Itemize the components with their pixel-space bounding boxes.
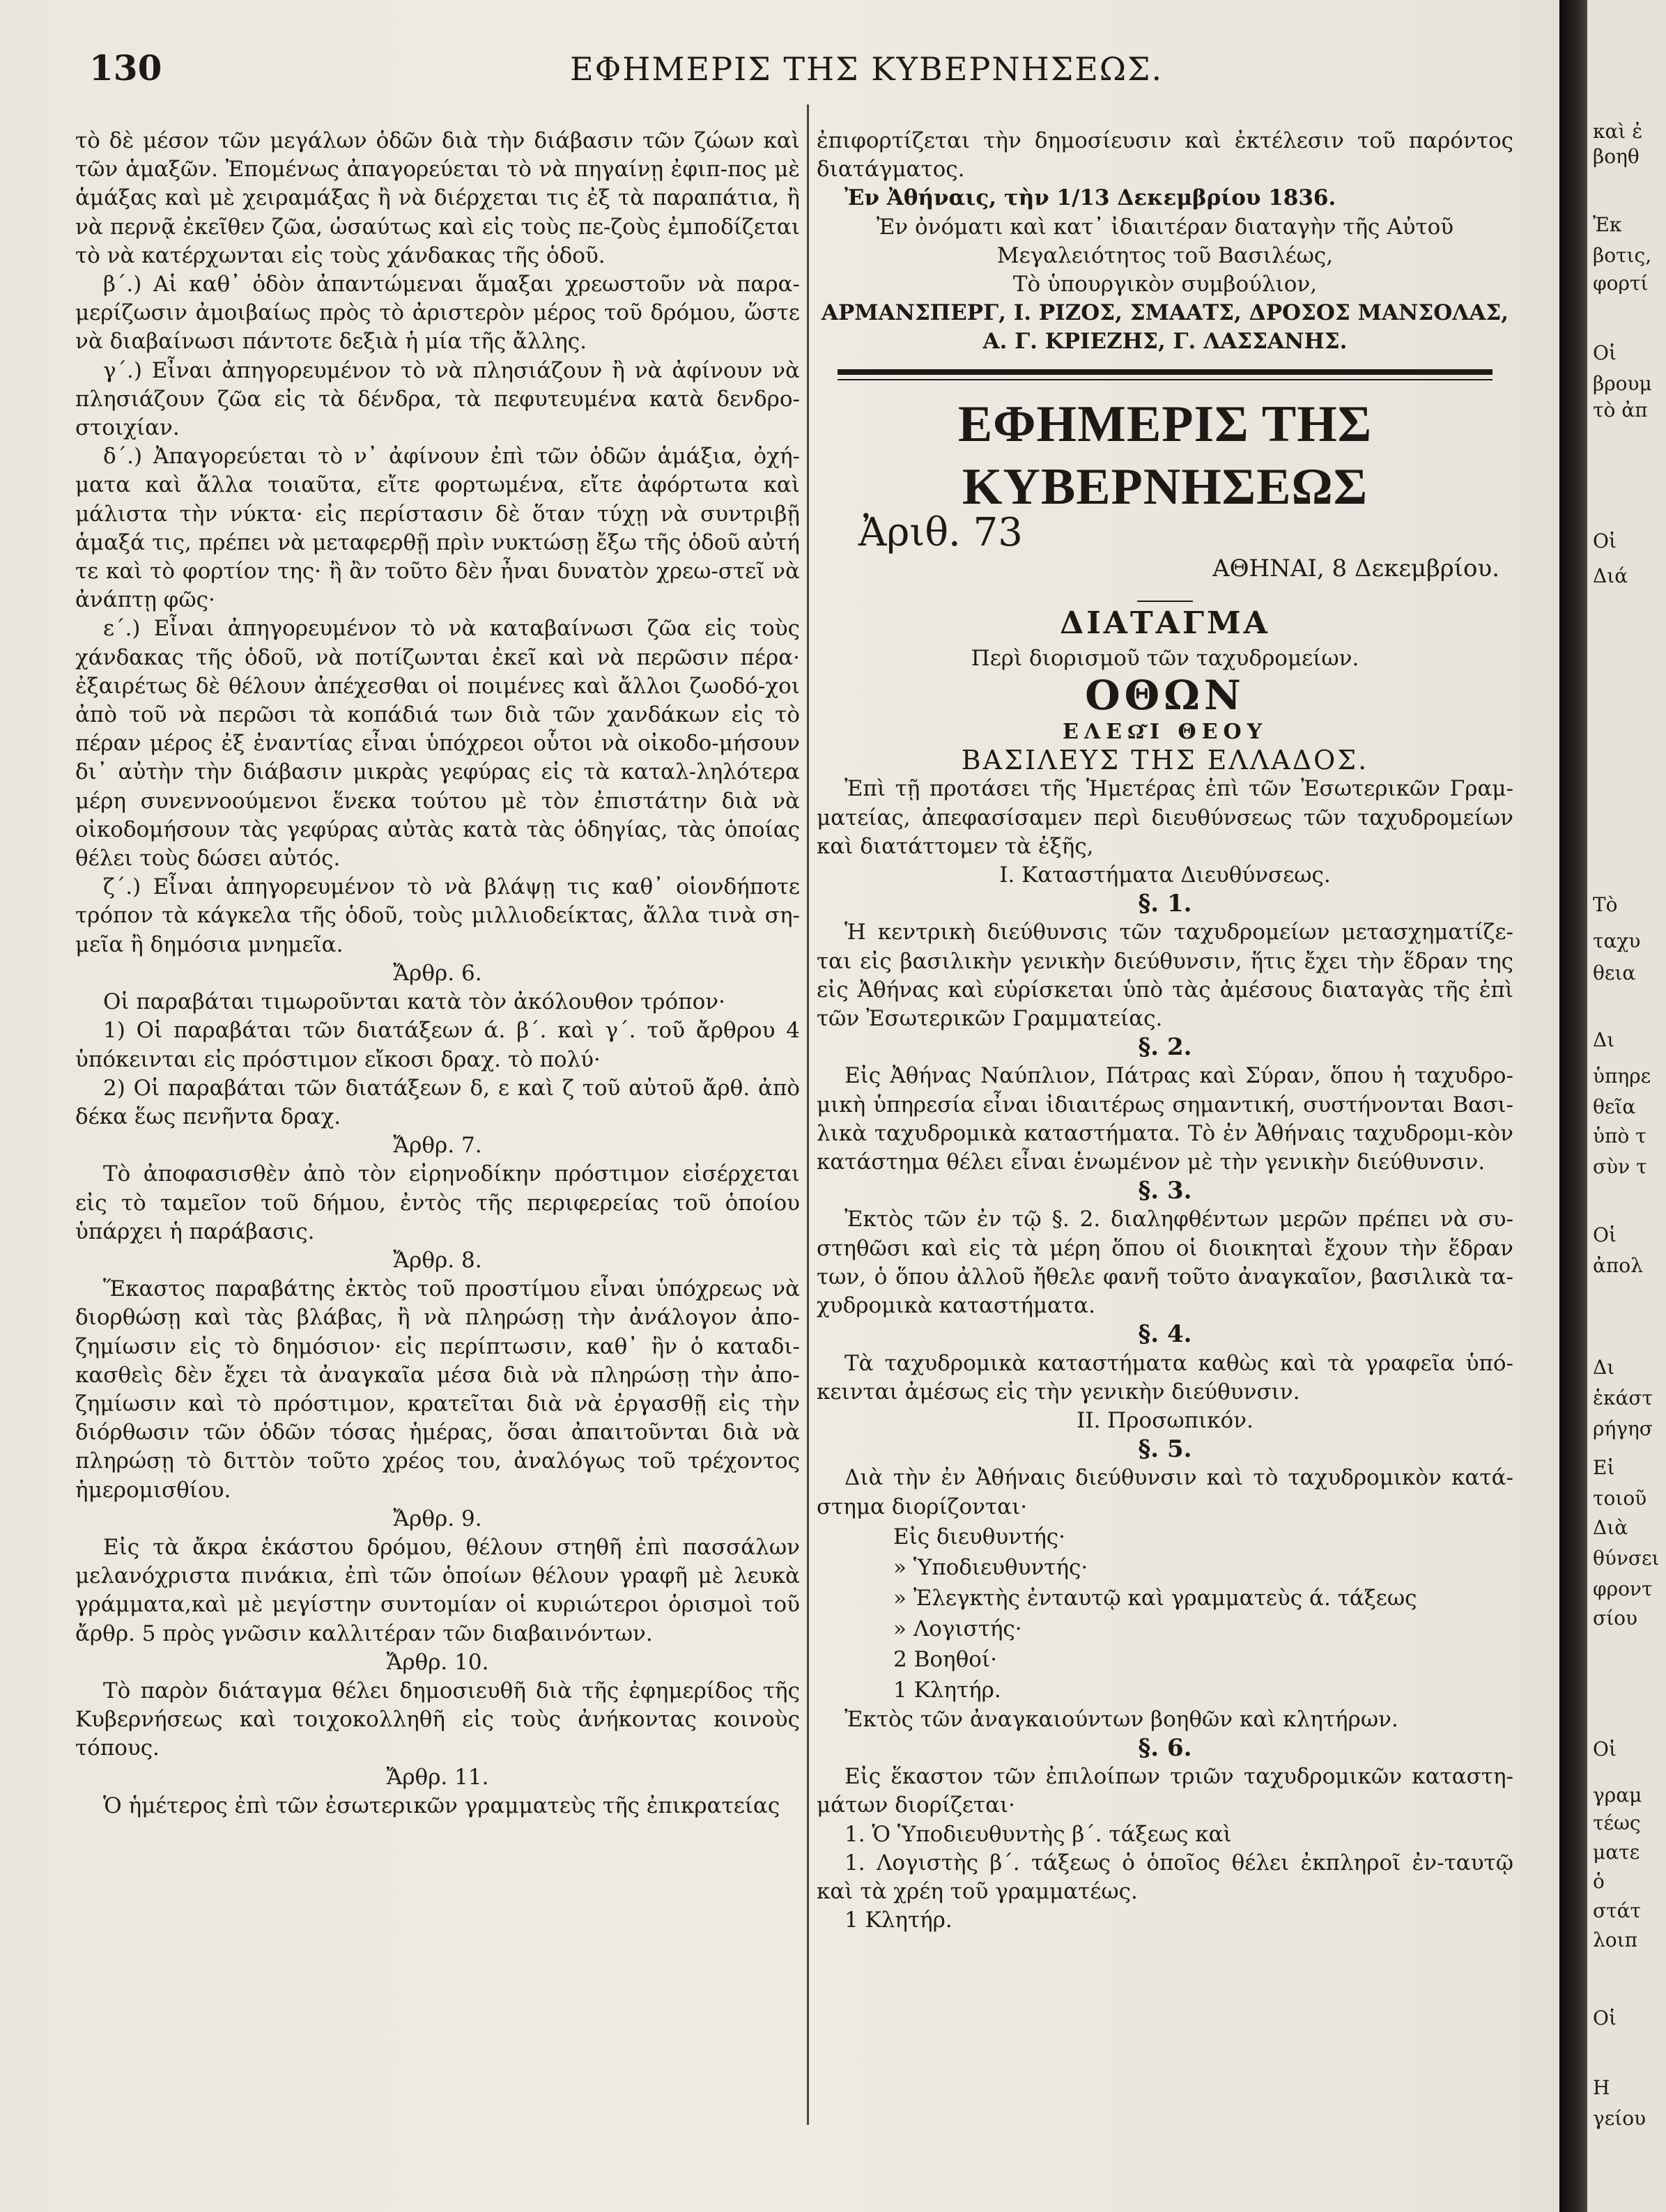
- text-fragment: θεῖα: [1593, 1095, 1636, 1118]
- date-line: Ἐν Ἀθήναις, τὴν 1/13 Δεκεμβρίου 1836.: [844, 185, 1336, 211]
- paragraph: Ἐκτὸς τῶν ἀναγκαιούντων βοηθῶν καὶ κλητήρων.: [844, 1706, 1398, 1732]
- paragraph: Τὰ ταχυδρομικὰ καταστήματα καθὼς καὶ τὰ γραφεῖα ὑπό-κεινται ἀμέσως εἰς τὴν γενικὴν διεύθυνσιν.: [817, 1350, 1513, 1405]
- section-heading: Ι. Καταστήματα Διευθύνσεως.: [999, 863, 1331, 888]
- paragraph: Διὰ τὴν ἐν Ἀθήναις διεύθυνσιν καὶ τὸ ταχυδρομικὸν κατά-στημα διορίζονται·: [817, 1465, 1513, 1519]
- paragraph-mark: §. 6.: [1138, 1733, 1192, 1762]
- text-fragment: καὶ ἐ: [1593, 120, 1643, 143]
- paragraph: Ὁ ἡμέτερος ἐπὶ τῶν ἐσωτερικῶν γραμματεὺς τῆς ἐπικρατείας: [103, 1793, 780, 1818]
- signatories: ΑΡΜΑΝΣΠΕΡΓ, Ι. ΡΙΖΟΣ, ΣΜΑΑΤΣ, ΔΡΟΣΟΣ ΜΑΝΣΟΛΑΣ,: [821, 300, 1509, 326]
- paragraph: β΄.) Αἱ καθ᾿ ὁδὸν ἀπαντώμεναι ἅμαξαι χρεωστοῦν νὰ παρα-μερίζωσιν ἀμοιβαίως πρὸς τὸ ἀριστερὸν μέρος τοῦ δρόμου, ὥστε νὰ διαβαίνωσι πάντοτε δεξιὰ ἡ μία τῆς ἄλλης.: [75, 272, 800, 355]
- article-heading: Ἄρθρ. 8.: [393, 1247, 482, 1273]
- masthead-rule: [838, 379, 1493, 380]
- book-gutter: [1559, 0, 1587, 2212]
- paragraph: Εἰς τὰ ἄκρα ἑκάστου δρόμου, θέλουν στηθῆ ἐπὶ πασσάλων μελανόχριστα πινάκια, ἐπὶ τῶν ὁποίων θέλουν γραφῆ μὲ λευκὰ γράμματα,καὶ μὲ μεγίστην συντομίαν οἱ κυριώτεροι ὁρισμοὶ τοῦ ἄρθρ. 5 πρὸς γνῶσιν καλλιτέραν τῶν διαβαινόντων.: [75, 1534, 800, 1646]
- paragraph: ζ΄.) Εἶναι ἀπηγορευμένον τὸ νὰ βλάψῃ τις καθ᾿ οἱονδήποτε τρόπον τὰ κάγκελα τῆς ὁδοῦ, τοὺς μιλλιοδείκτας, ἄλλα τινὰ ση-μεῖα ἢ δημόσια μνημεῖα.: [75, 874, 800, 957]
- article-heading: Ἄρθρ. 7.: [393, 1133, 482, 1159]
- text-fragment: βοηθ: [1593, 145, 1640, 168]
- paragraph: Ἐπὶ τῇ προτάσει τῆς Ἡμετέρας ἐπὶ τῶν Ἐσωτερικῶν Γραμ-ματείας, ἀπεφασίσαμεν περὶ διευθύνσεως τῶν ταχυδρομείων καὶ διατάττομεν τὰ ἑξῆς,: [817, 776, 1513, 859]
- text-fragment: σὺν τ: [1593, 1155, 1647, 1178]
- text-fragment: ρήγησ: [1593, 1417, 1653, 1440]
- masthead-rule: [838, 369, 1493, 375]
- text-fragment: τέως: [1593, 1811, 1641, 1834]
- staff-list: [893, 1522, 1513, 1706]
- text-fragment: Οἱ: [1593, 1738, 1617, 1761]
- paragraph: Οἱ παραβάται τιμωροῦνται κατὰ τὸν ἀκόλουθον τρόπον·: [103, 989, 725, 1015]
- text-fragment: Διὰ: [1593, 1516, 1628, 1539]
- text-fragment: Διά: [1593, 564, 1628, 587]
- column-divider: [807, 105, 809, 2125]
- article-heading: Ἄρθρ. 11.: [386, 1764, 489, 1790]
- page-number: 130: [89, 47, 162, 88]
- masthead: ΕΦΗΜΕΡΙΣ ΤΗΣ ΚΥΒΕΡΝΗΣΕΩΣ: [957, 395, 1373, 516]
- short-rule: [1137, 601, 1193, 602]
- paragraph: 1) Οἱ παραβάται τῶν διατάξεων ά. β΄. καὶ γ΄. τοῦ ἄρθρου 4 ὑπόκεινται εἰς πρόστιμον εἴκοσι δραχ. τὸ πολύ·: [75, 1018, 800, 1072]
- grace-of-god: ΕΛΕΩ͂Ι ΘΕΟΥ: [1062, 720, 1268, 745]
- text-fragment: λοιπ: [1593, 1928, 1637, 1951]
- list-item: » Ἐλεγκτὴς ἐνταυτῷ καὶ γραμματεὺς ά. τάξεως: [893, 1585, 1417, 1611]
- paragraph: Εἰς ἕκαστον τῶν ἐπιλοίπων τριῶν ταχυδρομικῶν καταστη-μάτων διορίζεται·: [817, 1764, 1513, 1818]
- running-head: [89, 47, 1559, 96]
- text-fragment: Οἱ: [1593, 2006, 1617, 2029]
- signatories: Α. Γ. ΚΡΙΕΖΗΣ, Γ. ΛΑΣΣΑΝΗΣ.: [982, 329, 1348, 355]
- left-column: [75, 127, 800, 1820]
- list-item: » Ὑποδιευθυντής·: [893, 1554, 1088, 1580]
- text-fragment: γραμ: [1593, 1784, 1642, 1807]
- section-heading: ΙΙ. Προσωπικόν.: [1077, 1407, 1254, 1433]
- paragraph: Εἰς Ἀθήνας Ναύπλιον, Πάτρας καὶ Σύραν, ὅπου ἡ ταχυδρο-μικὴ ὑπηρεσία εἶναι ἰδιαιτέρως σημαντική, συστήνονται Βασι-λικὰ ταχυδρομικὰ καταστήματα. Τὸ ἐν Ἀθήναις ταχυδρομι-κὸν κατάστημα θέλει εἶναι ἑνωμένον μὲ τὴν γενικὴν διεύθυνσιν.: [817, 1063, 1513, 1175]
- text-fragment: ὑπὸ τ: [1593, 1124, 1646, 1147]
- article-heading: Ἄρθρ. 6.: [393, 960, 482, 986]
- paragraph: δ΄.) Ἀπαγορεύεται τὸ ν᾿ ἀφίνουν ἐπὶ τῶν ὁδῶν ἁμάξια, ὀχή-ματα καὶ ἄλλα τοιαῦτα, εἴτε φορτωμένα, εἴτε ἀφόρτωτα καὶ μάλιστα τὴν νύκτα· εἰς περίστασιν δὲ ὅταν τύχῃ νὰ συντριβῇ ἁμαξά τις, πρέπει νὰ μεταφερθῇ πρὶν νυκτώσῃ ἔξω τῆς ὁδοῦ αὐτή τε καὶ τὸ φορτίον της· ἢ ἂν τοῦτο δὲν ἦναι δυνατὸν χρεω-στεῖ νὰ ἀνάπτῃ φῶς·: [75, 444, 800, 613]
- text-fragment: τὸ ἀπ: [1593, 399, 1648, 421]
- paragraph-mark: §. 5.: [1138, 1435, 1192, 1464]
- right-column: [817, 127, 1513, 1935]
- text-fragment: ὑπηρε: [1593, 1065, 1651, 1088]
- list-item: 2 Βοηθοί·: [893, 1646, 997, 1672]
- paragraph: Ἐκτὸς τῶν ἐν τῷ §. 2. διαληφθέντων μερῶν πρέπει νὰ συ-στηθῶσι καὶ εἰς τὰ μέρη ὅπου οἱ διοικηταὶ ἔχουν τὴν ἕδραν των, ὁ ὅπου ἀλλοῦ ἤθελε φανῆ τοῦτο ἀναγκαῖον, βασιλικὰ τα-χυδρομικὰ καταστήματα.: [817, 1207, 1513, 1319]
- text-fragment: Δι: [1593, 1028, 1615, 1051]
- paragraph-mark: §. 2.: [1138, 1033, 1192, 1062]
- paragraph: Τὸ παρὸν διάταγμα θέλει δημοσιευθῆ διὰ τῆς ἐφημερίδος τῆς Κυβερνήσεως καὶ τοιχοκολληθῆ εἰς τοὺς ἀνήκοντας κοινοὺς τόπους.: [75, 1678, 800, 1761]
- paragraph: 1 Κλητήρ.: [844, 1908, 952, 1933]
- text-fragment: ὁ: [1593, 1870, 1605, 1893]
- issue-number: Ἀριθ. 73: [858, 509, 1023, 555]
- article-heading: Ἄρθρ. 9.: [393, 1506, 482, 1531]
- list-item: Εἰς διευθυντής·: [893, 1524, 1066, 1549]
- issue-row: [817, 509, 1513, 595]
- text-fragment: Οἱ: [1593, 1223, 1617, 1246]
- paragraph: 2) Οἱ παραβάται τῶν διατάξεων δ, ε καὶ ζ τοῦ αὐτοῦ ἄρθ. ἀπὸ δέκα ἕως πενῆντα δραχ.: [75, 1075, 800, 1129]
- paragraph: Τὸ ἀποφασισθὲν ἀπὸ τὸν εἰρηνοδίκην πρόστιμον εἰσέρχεται εἰς τὸ ταμεῖον τοῦ δήμου, ἐντὸς τῆς περιφερείας τοῦ ὁποίου ὑπάρχει ἡ παράβασις.: [75, 1161, 800, 1244]
- decree-subject: Περὶ διορισμοῦ τῶν ταχυδρομείων.: [971, 645, 1359, 671]
- paragraph: τὸ δὲ μέσον τῶν μεγάλων ὁδῶν διὰ τὴν διάβασιν τῶν ζώων καὶ τῶν ἁμαξῶν. Ἐπομένως ἀπαγορεύεται τὸ νὰ πηγαίνῃ ἐφιπ-πος μὲ ἁμάξας καὶ μὲ χειραμάξας ἢ νὰ διέρχεται τις ἐξ τὰ παραπάτια, ἢ νὰ περνᾷ ἐκεῖθεν ζῶα, ὡσαύτως καὶ εἰς τοὺς πε-ζοὺς ἐμποδίζεται τὸ νὰ κατέρχωνται εἰς τοὺς χάνδακας τῆς ὁδοῦ.: [75, 128, 800, 268]
- text-fragment: Ἐκ: [1593, 213, 1622, 236]
- text-fragment: Οἱ: [1593, 341, 1617, 364]
- text-fragment: ταχυ: [1593, 929, 1641, 952]
- issue-date: ΑΘΗΝΑΙ, 8 Δεκεμβρίου.: [1212, 554, 1499, 582]
- text-fragment: τοιοῦ: [1593, 1487, 1647, 1510]
- text-fragment: ἑκάστ: [1593, 1386, 1653, 1409]
- paragraph: Ἡ κεντρικὴ διεύθυνσις τῶν ταχυδρομείων μετασχηματίζε-ται εἰς βασιλικὴν γενικὴν διεύθυνσιν, ἥτις ἔχει τὴν ἕδραν της εἰς Ἀθήνας καὶ εὑρίσκεται ὑπὸ τὰς ἀμέσους διαταγὰς τῆς ἐπὶ τῶν Ἐσωτερικῶν Γραμματείας.: [817, 920, 1513, 1032]
- paragraph: ἐπιφορτίζεται τὴν δημοσίευσιν καὶ ἐκτέλεσιν τοῦ παρόντος διατάγματος.: [817, 128, 1513, 183]
- paragraph-mark: §. 4.: [1138, 1320, 1192, 1349]
- paragraph: 1. Ὁ Ὑποδιευθυντὴς β΄. τάξεως καὶ: [844, 1821, 1232, 1847]
- text-fragment: θύνσει: [1593, 1547, 1660, 1570]
- paragraph: Ἕκαστος παραβάτης ἐκτὸς τοῦ προστίμου εἶναι ὑπόχρεως νὰ διορθώσῃ καὶ τὰς βλάβας, ἢ νὰ πληρώσῃ τὴν ἀνάλογον ἀπο-ζημίωσιν εἰς τὸ δημόσιον· εἰς περίπτωσιν, καθ᾿ ἣν ὁ καταδι-κασθεὶς δὲν ἔχει τὰ ἀναγκαῖα μέσα διὰ νὰ πληρώσῃ τὴν ἀπο-ζημίωσιν καὶ τὸ πρόστιμον, κρατεῖται διὰ νὰ ἐργασθῇ εἰς τὴν διόρθωσιν τῶν ὁδῶν τόσας ἡμέρας, ὅσαι ἀπαιτοῦνται διὰ νὰ πληρώσῃ τὸ διττὸν τοῦτο χρέος του, ἀναλόγως τοῦ τρέχοντος ἡμερομισθίου.: [75, 1276, 800, 1503]
- text-fragment: βρουμ: [1593, 372, 1652, 395]
- journal-title: ΕΦΗΜΕΡΙΣ ΤΗΣ ΚΥΒΕΡΝΗΣΕΩΣ.: [570, 50, 1164, 88]
- paragraph: 1. Λογιστὴς β΄. τάξεως ὁ ὁποῖος θέλει ἐκπληροῖ ἐν-ταυτῷ καὶ τὰ χρέη τοῦ γραμματέως.: [817, 1850, 1513, 1904]
- article-heading: Ἄρθρ. 10.: [386, 1649, 489, 1675]
- text-fragment: Τὸ: [1593, 893, 1618, 916]
- decree-title: ΔΙΑΤΑΓΜΑ: [1060, 605, 1270, 641]
- king-name: ΟΘΩΝ: [1085, 672, 1245, 720]
- signature-line: Μεγαλειότητος τοῦ Βασιλέως,: [996, 242, 1334, 268]
- text-fragment: φορτί: [1593, 272, 1649, 295]
- paragraph-mark: §. 3.: [1138, 1177, 1192, 1205]
- text-fragment: ἀπολ: [1593, 1254, 1643, 1277]
- list-item: » Λογιστής·: [893, 1616, 1022, 1641]
- text-fragment: στάτ: [1593, 1899, 1642, 1922]
- signature-line: Ἐν ὀνόματι καὶ κατ᾿ ἰδιαιτέραν διαταγὴν τῆς Αὐτοῦ: [876, 214, 1454, 240]
- text-fragment: σίου: [1593, 1607, 1637, 1630]
- text-fragment: Εἰ: [1593, 1456, 1615, 1479]
- next-page-edge: [1587, 0, 1666, 2212]
- text-fragment: φροντ: [1593, 1577, 1653, 1600]
- text-fragment: Η: [1593, 2076, 1610, 2099]
- list-item: 1 Κλητήρ.: [893, 1677, 1001, 1703]
- text-fragment: βοτις,: [1593, 244, 1652, 267]
- text-fragment: Δι: [1593, 1356, 1615, 1379]
- paragraph: γ΄.) Εἶναι ἀπηγορευμένον τὸ νὰ πλησιάζουν ἢ νὰ ἀφίνουν νὰ πλησιάζουν ζῶα εἰς τὰ δένδρα, τὰ πεφυτευμένα κατὰ δενδρο-στοιχίαν.: [75, 357, 800, 441]
- paragraph-mark: §. 1.: [1138, 890, 1192, 918]
- realm-title: ΒΑΣΙΛΕΥΣ ΤΗΣ ΕΛΛΑΔΟΣ.: [961, 745, 1369, 776]
- signature-line: Τὸ ὑπουργικὸν συμβούλιον,: [1012, 272, 1318, 297]
- text-fragment: θεια: [1593, 961, 1636, 984]
- text-fragment: ματε: [1593, 1841, 1640, 1864]
- text-fragment: γείου: [1593, 2107, 1646, 2130]
- paragraph: ε΄.) Εἶναι ἀπηγορευμένον τὸ νὰ καταβαίνωσι ζῶα εἰς τοὺς χάνδακας τῆς ὁδοῦ, νὰ ποτίζωνται ἐκεῖ καὶ νὰ περῶσιν πέρα· ἐξαιρέτως δὲ θέλουν ἀπέχεσθαι οἱ ποιμένες καὶ ἄλλοι ζωοδό-χοι ἀπὸ τοῦ νὰ περῶσι τὰ κοπάδιά των διὰ τῶν χανδάκων εἰς τὸ πέραν μέρος ἐξ ἐναντίας εἶναι ὑπόχρεοι οὗτοι νὰ οἰκοδο-μήσουν δι᾿ αὐτὴν τὴν διάβασιν μικρὰς γεφύρας εἰς τὰ καταλ-ληλότερα μέρη συνεννοούμενοι ἕνεκα τούτου μὲ τὸν ἐπιστάτην διὰ νὰ οἰκοδομήσουν τὰς γεφύρας αὐτὰς κατὰ τὰς ὁδηγίας, τὰς ὁποίας θέλει τοὺς δώσει αὐτός.: [75, 616, 800, 872]
- text-fragment: Οἱ: [1593, 529, 1617, 552]
